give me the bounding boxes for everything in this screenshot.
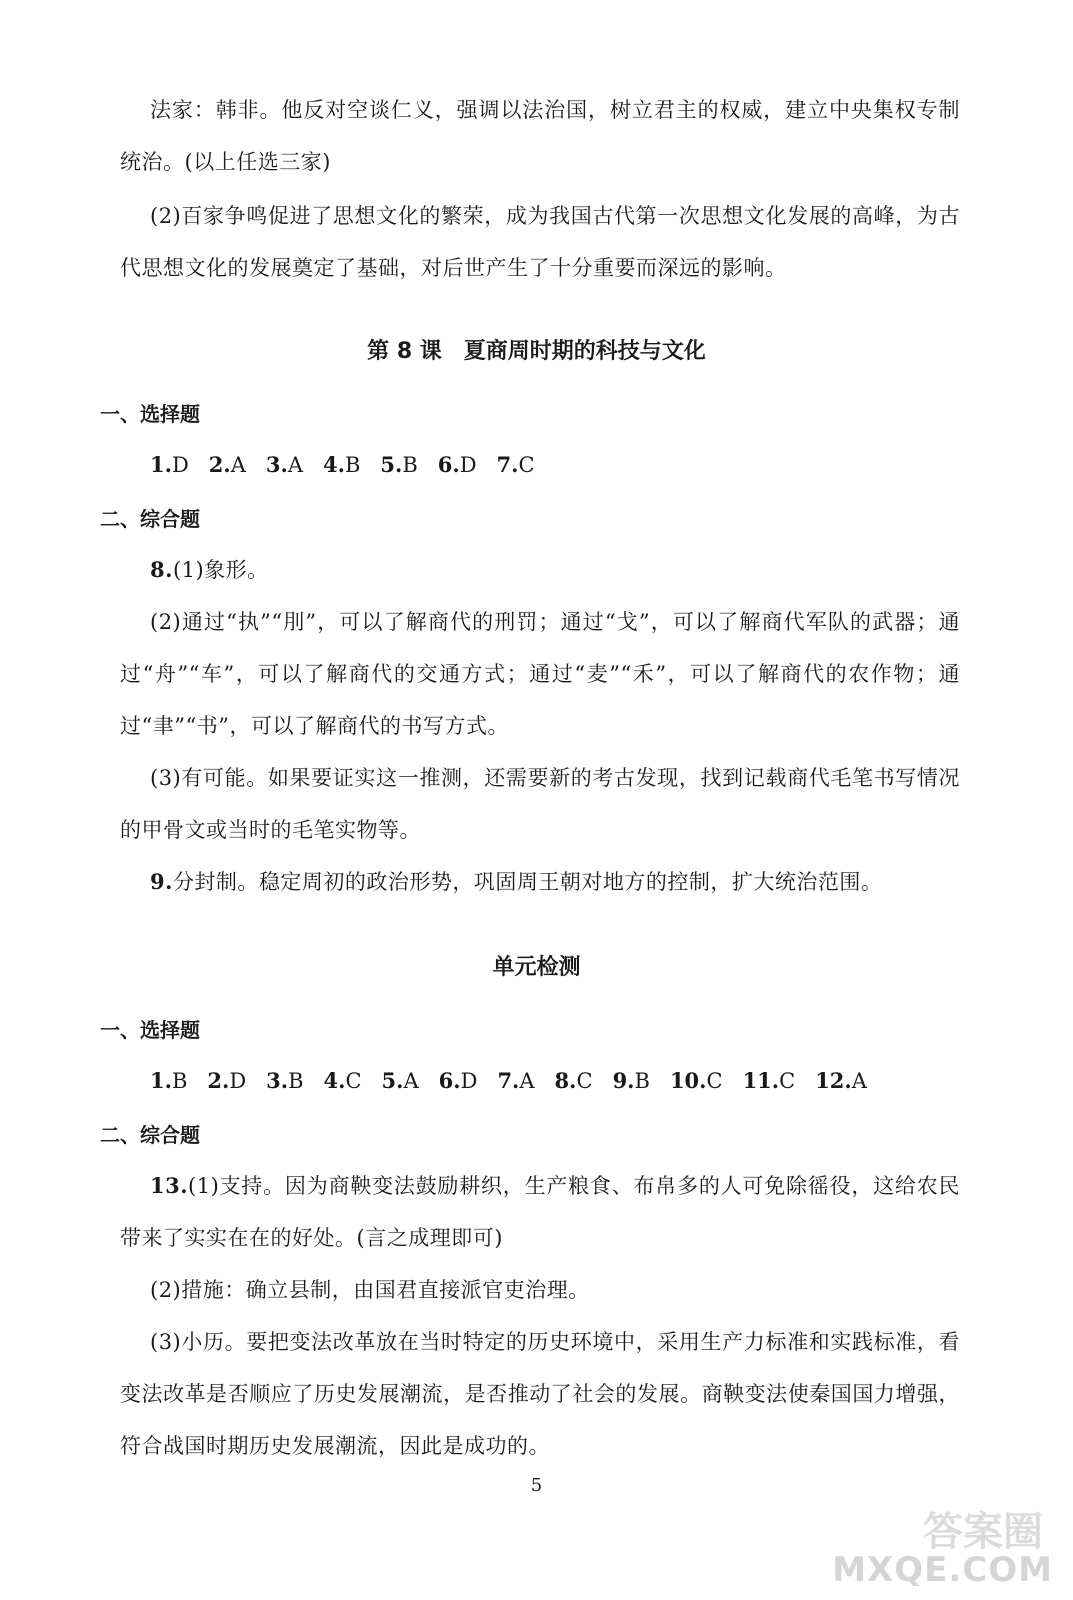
- lesson-8-answer-7: [497, 453, 535, 477]
- question-number: 3.: [266, 1068, 289, 1093]
- answer-letter: C: [779, 1069, 796, 1093]
- answer-letter: B: [402, 453, 418, 477]
- lesson-8-answer-6: [438, 453, 477, 477]
- lesson-8-answer-1: [150, 453, 189, 477]
- question-number: 7.: [496, 452, 519, 477]
- unit-test-answer-8: [555, 1069, 593, 1093]
- q13-part1: [120, 1160, 960, 1264]
- answer-letter: C: [576, 1069, 593, 1093]
- watermark: [832, 1500, 1053, 1590]
- answer-letter: D: [229, 1069, 247, 1093]
- question-number: 3.: [265, 452, 288, 477]
- answer-letter: C: [706, 1069, 723, 1093]
- unit-test-comprehensive-section: 二、综合题: [100, 1123, 200, 1147]
- lesson-8-comprehensive-section: 二、综合题: [100, 507, 200, 531]
- question-number: 1.: [150, 1068, 172, 1093]
- prev-answer-impact: (2)百家争鸣促进了思想文化的繁荣，成为我国古代第一次思想文化发展的高峰，为古代思想文化的发展奠定了基础，对后世产生了十分重要而深远的影响。: [120, 204, 960, 280]
- q9-text: 分封制。稳定周初的政治形势，巩固周王朝对地方的控制，扩大统治范围。: [172, 870, 883, 894]
- question-number: 9.: [612, 1068, 635, 1093]
- unit-test-choice-answers: [150, 1068, 887, 1093]
- question-number: 12.: [815, 1068, 852, 1093]
- answer-letter: C: [518, 453, 535, 477]
- lesson-8-title: 第 8 课 夏商周时期的科技与文化: [367, 339, 706, 364]
- question-number: 2.: [207, 1068, 230, 1093]
- unit-test-answer-11: [743, 1069, 796, 1093]
- q8-part2: (2)通过“执”“刖”，可以了解商代的刑罚；通过“戈”，可以了解商代军队的武器；通过“舟”“车”，可以了解商代的交通方式；通过“麦”“禾”，可以了解商代的农作物；通过“聿”“书”，可以了解商代的书写方式。: [120, 610, 960, 738]
- unit-test-answer-9: [613, 1069, 650, 1093]
- question-number: 5.: [380, 452, 403, 477]
- q13-part1-text: (1)支持。因为商鞅变法鼓励耕织，生产粮食、布帛多的人可免除徭役，这给农民带来了实实在在的好处。(言之成理即可): [120, 1174, 960, 1250]
- lesson-8-answer-3: [266, 453, 303, 477]
- answer-letter: A: [519, 1069, 535, 1093]
- question-number: 6.: [437, 452, 460, 477]
- unit-test-choice-section: 一、选择题: [100, 1018, 200, 1042]
- q9-answer: [120, 856, 960, 908]
- unit-test-answer-1: [150, 1069, 187, 1093]
- q13-part2: (2)措施：确立县制，由国君直接派官吏治理。: [150, 1278, 590, 1302]
- lesson-8-answer-2: [209, 453, 246, 477]
- q13-number: 13.: [150, 1173, 189, 1198]
- question-number: 4.: [323, 452, 345, 477]
- question-number: 4.: [323, 1068, 346, 1093]
- question-number: 6.: [438, 1068, 461, 1093]
- q8-part1-text: (1)象形。: [172, 558, 269, 582]
- question-number: 1.: [150, 452, 172, 477]
- q8-part1: [120, 544, 960, 596]
- answer-letter: B: [634, 1069, 650, 1093]
- answer-letter: A: [230, 453, 246, 477]
- question-number: 7.: [497, 1068, 520, 1093]
- q13-part3: (3)小历。要把变法改革放在当时特定的历史环境中，采用生产力标准和实践标准，看变法改革是否顺应了历史发展潮流，是否推动了社会的发展。商鞅变法使秦国国力增强，符合战国时期历史发展潮流，因此是成功的。: [120, 1330, 960, 1458]
- answer-letter: D: [171, 453, 189, 477]
- question-number: 5.: [381, 1068, 404, 1093]
- lesson-8-choice-answers: [150, 452, 555, 477]
- question-number: 11.: [742, 1068, 780, 1093]
- watermark-site: MXQE.COM: [832, 1550, 1053, 1590]
- unit-test-answer-3: [266, 1069, 303, 1093]
- lesson-8-choice-section: 一、选择题: [100, 402, 200, 426]
- unit-test-answer-6: [439, 1069, 478, 1093]
- q8-part3: (3)有可能。如果要证实这一推测，还需要新的考古发现，找到记载商代毛笔书写情况的甲骨文或当时的毛笔实物等。: [120, 766, 960, 842]
- answer-letter: C: [345, 1069, 362, 1093]
- unit-test-answer-5: [382, 1069, 419, 1093]
- lesson-8-answer-5: [380, 453, 417, 477]
- unit-test-answer-2: [207, 1069, 246, 1093]
- unit-test-answer-7: [497, 1069, 534, 1093]
- q9-number: 9.: [150, 869, 173, 894]
- unit-test-title: 单元检测: [492, 955, 581, 980]
- lesson-8-answer-4: [323, 453, 360, 477]
- answer-letter: D: [459, 453, 477, 477]
- answer-letter: B: [288, 1069, 304, 1093]
- q8-number: 8.: [150, 557, 173, 582]
- unit-test-answer-12: [815, 1069, 867, 1093]
- answer-letter: B: [171, 1069, 188, 1093]
- answer-letter: A: [403, 1069, 419, 1093]
- answer-letter: A: [287, 453, 303, 477]
- answer-letter: B: [344, 453, 361, 477]
- question-number: 10.: [669, 1068, 707, 1093]
- unit-test-answer-4: [324, 1069, 362, 1093]
- answer-letter: D: [460, 1069, 478, 1093]
- unit-test-answer-10: [670, 1069, 723, 1093]
- answer-letter: A: [851, 1069, 867, 1093]
- question-number: 8.: [554, 1068, 577, 1093]
- watermark-logo: 答案圈: [923, 1509, 1043, 1555]
- question-number: 2.: [208, 452, 231, 477]
- page-number: 5: [530, 1475, 543, 1496]
- prev-answer-legalist: 法家：韩非。他反对空谈仁义，强调以法治国，树立君主的权威，建立中央集权专制统治。(以上任选三家): [120, 98, 960, 174]
